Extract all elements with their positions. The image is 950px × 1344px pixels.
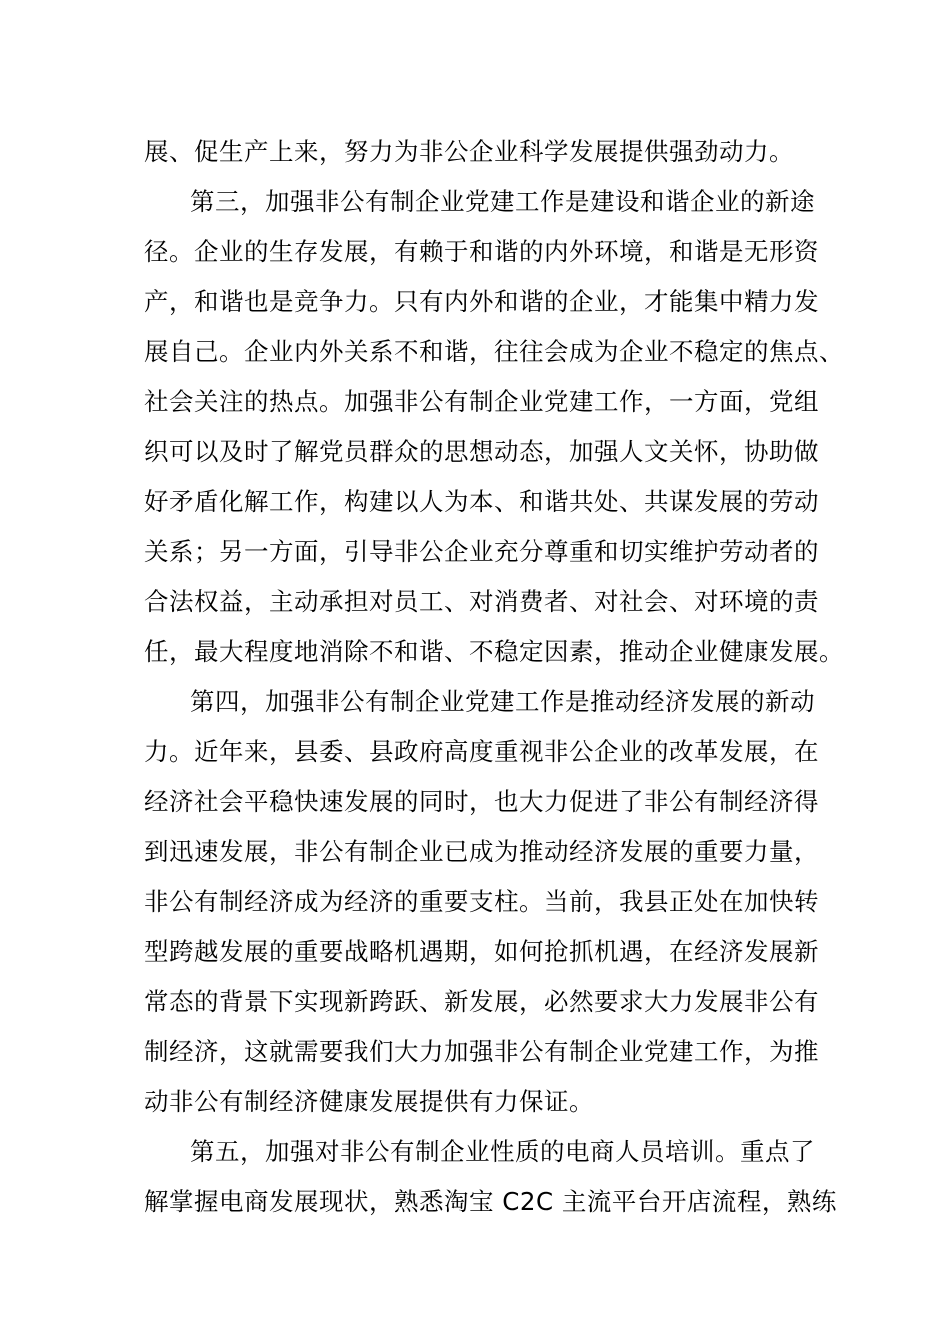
text-line: 非公有制经济成为经济的重要支柱。当前，我县正处在加快转 [144, 887, 819, 916]
text-line: 展、促生产上来，努力为非公企业科学发展提供强劲动力。 [144, 137, 794, 166]
text-line: 径。企业的生存发展，有赖于和谐的内外环境，和谐是无形资 [144, 237, 819, 266]
text-line: 好矛盾化解工作，构建以人为本、和谐共处、共谋发展的劳动 [144, 487, 819, 516]
text-line: 到迅速发展，非公有制企业已成为推动经济发展的重要力量， [144, 837, 819, 866]
text-line: 任，最大程度地消除不和谐、不稳定因素，推动企业健康发展。 [144, 637, 844, 666]
text-line: 解掌握电商发展现状，熟悉淘宝 C2C 主流平台开店流程，熟练 [144, 1187, 837, 1216]
text-line: 关系；另一方面，引导非公企业充分尊重和切实维护劳动者的 [144, 537, 819, 566]
text-line: 制经济，这就需要我们大力加强非公有制企业党建工作，为推 [144, 1037, 819, 1066]
text-line: 社会关注的热点。加强非公有制企业党建工作，一方面，党组 [144, 387, 819, 416]
text-line: 经济社会平稳快速发展的同时，也大力促进了非公有制经济得 [144, 787, 819, 816]
paragraph-first-line: 第三，加强非公有制企业党建工作是建设和谐企业的新途 [190, 187, 815, 216]
text-line: 产，和谐也是竞争力。只有内外和谐的企业，才能集中精力发 [144, 287, 819, 316]
text-line: 型跨越发展的重要战略机遇期，如何抢抓机遇，在经济发展新 [144, 937, 819, 966]
text-line: 动非公有制经济健康发展提供有力保证。 [144, 1087, 594, 1116]
text-line: 展自己。企业内外关系不和谐，往往会成为企业不稳定的焦点、 [144, 337, 844, 366]
body-text [144, 127, 844, 1227]
text-line: 合法权益，主动承担对员工、对消费者、对社会、对环境的责 [144, 587, 819, 616]
text-line: 力。近年来，县委、县政府高度重视非公企业的改革发展，在 [144, 737, 819, 766]
text-line: 常态的背景下实现新跨跃、新发展，必然要求大力发展非公有 [144, 987, 819, 1016]
paragraph-first-line: 第四，加强非公有制企业党建工作是推动经济发展的新动 [190, 687, 815, 716]
text-line: 织可以及时了解党员群众的思想动态，加强人文关怀，协助做 [144, 437, 819, 466]
paragraph-first-line: 第五，加强对非公有制企业性质的电商人员培训。重点了 [190, 1137, 815, 1166]
